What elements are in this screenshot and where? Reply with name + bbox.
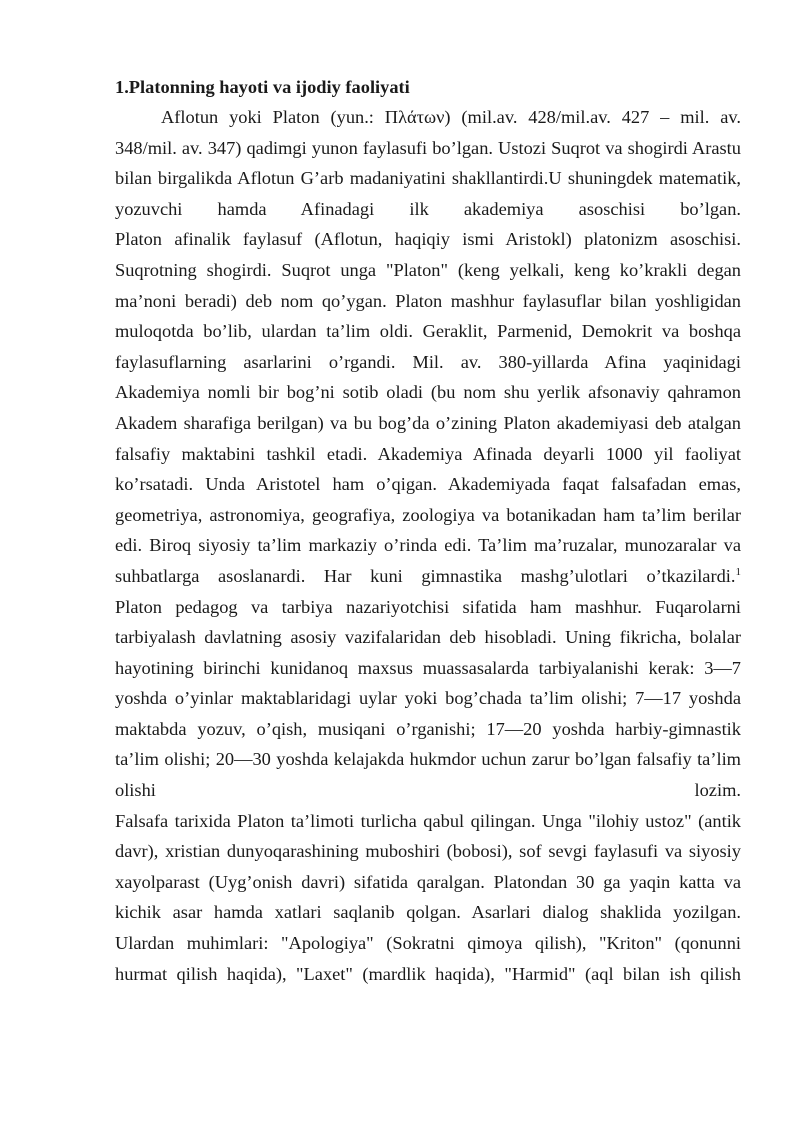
paragraph-biography-text: Platon afinalik faylasuf (Aflotun, haqiqiy ismi Aristokl) platonizm asoschisi. Suqrotning shogirdi. Suqrot unga "Platon" (keng yelkali, keng ko’krakli degan ma’noni beradi) deb nom qo’ygan. Platon mashhur faylasuflar bilan yoshligidan muloqotda bo’lib, ulardan ta’lim oldi. Geraklit, Parmenid, Demokrit va boshqa faylasuflarning asarlarini o’rgandi. Mil. av. 380-yillarda Afina yaqinidagi Akademiya nomli bir bog’ni sotib oladi (bu nom shu yerlik afsonaviy qahramon Akadem sharafiga berilgan) va bu bog’da o’zining Platon akademiyasi deb atalgan falsafiy maktabini tashkil etadi. Akademiya Afinada deyarli 1000 yil faoliyat ko’rsatadi. Unda Aristotel ham o’qigan. Akademiyada faqat falsafadan emas, geometriya, astronomiya, geografiya, zoologiya va botanikadan ham ta’lim berilar edi. Biroq siyosiy ta’lim markaziy o’rinda edi. Ta’lim ma’ruzalar, munozaralar va suhbatlarga asoslanardi. Har kuni gimnastika mashg’ulotlari o’tkazilardi. bbox=[115, 229, 741, 586]
paragraph-biography bbox=[115, 224, 741, 591]
document-page bbox=[115, 72, 741, 989]
paragraph-pedagogy: Platon pedagog va tarbiya nazariyotchisi sifatida ham mashhur. Fuqarolarni tarbiyalash davlatning asosiy vazifalaridan deb hisobladi. Uning fikricha, bolalar hayotining birinchi kunidanoq maxsus muassasalarda tarbiyalanishi kerak: 3—7 yoshda o’yinlar maktablaridagi uylar yoki bog’chada ta’lim olishi; 7—17 yoshda maktabda yozuv, o’qish, musiqani o’rganishi; 17—20 yoshda harbiy-gimnastik ta’lim olishi; 20—30 yoshda kelajakda hukmdor uchun zarur bo’lgan falsafiy ta’lim olishi lozim. bbox=[115, 596, 741, 801]
paragraph-intro: Aflotun yoki Platon (yun.: Πλάτων) (mil.av. 428/mil.av. 427 – mil. av. 348/mil. av. 347) qadimgi yunon faylasufi bo’lgan. Ustozi Suqrot va shogirdi Arastu bilan birgalikda Aflotun G’arb madaniyatini shakllantirdi.U shuningdek matematik, yozuvchi hamda Afinadagi ilk akademiya asoschisi bo’lgan. bbox=[115, 107, 741, 219]
paragraph-legacy: Falsafa tarixida Platon ta’limoti turlicha qabul qilingan. Unga "ilohiy ustoz" (antik davr), xristian dunyoqarashining muboshiri (bobosi), sof sevgi faylasufi va siyosiy xayolparast (Uyg’onish davri) sifatida qaralgan. Platondan 30 ga yaqin katta va kichik asar hamda xatlari saqlanib qolgan. Asarlari dialog shaklida yozilgan. Ulardan muhimlari: "Apologiya" (Sokratni qimoya qilish), "Kriton" (qonunni hurmat qilish haqida), "Laxet" (mardlik haqida), "Harmid" (aql bilan ish qilish bbox=[115, 810, 741, 984]
footnote-marker[interactable]: 1 bbox=[735, 565, 741, 578]
section-heading: 1.Platonning hayoti va ijodiy faoliyati bbox=[115, 77, 410, 97]
